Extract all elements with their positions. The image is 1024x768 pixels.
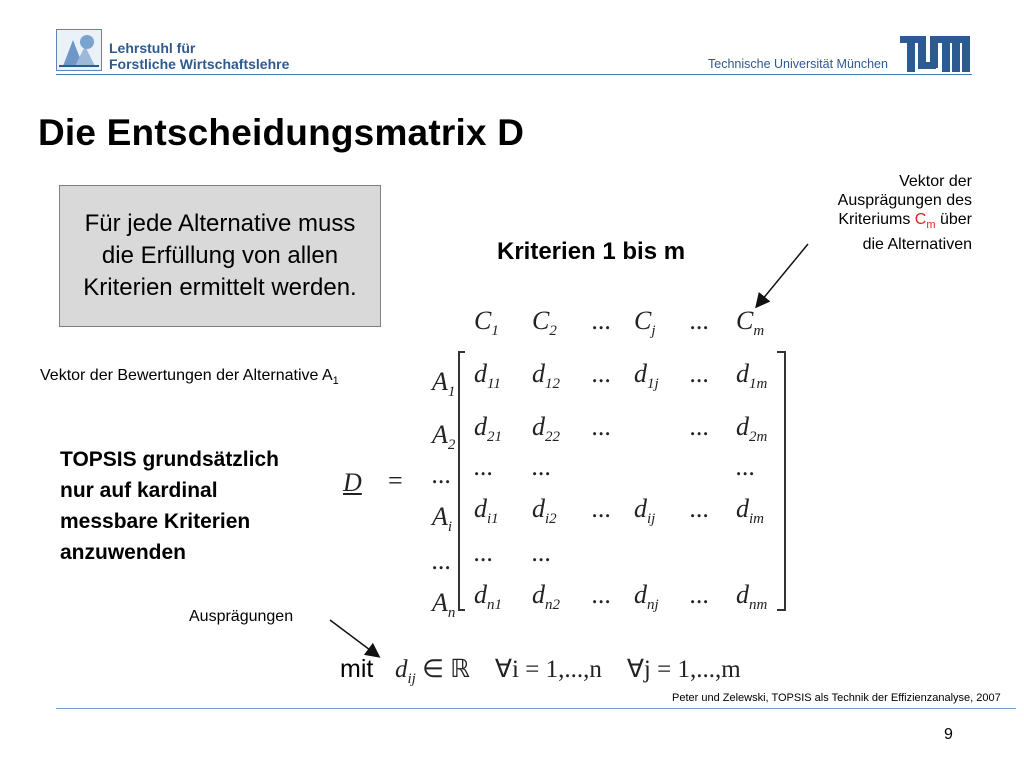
chair-name-line1: Lehrstuhl für [109, 40, 196, 56]
matrix-cell-text: d [474, 412, 487, 441]
matrix-cell-text: d [474, 359, 487, 388]
matrix-cell-text: ... [532, 538, 552, 567]
condition-rest: ∈ ℝ ∀i = 1,...,n ∀j = 1,...,m [422, 656, 741, 683]
topsis-line-1: TOPSIS grundsätzlich [60, 448, 279, 471]
matrix-cell-subscript: 2m [749, 429, 768, 446]
matrix-equals: = [388, 466, 403, 495]
alternative-vector-text: Vektor der Bewertungen der Alternative A [40, 367, 333, 384]
matrix-cell-subscript: 12 [545, 376, 560, 393]
chair-name-line2: Forstliche Wirtschaftslehre [109, 56, 290, 72]
matrix-cell-text: ... [690, 580, 710, 609]
column-header-subscript: 1 [491, 323, 499, 340]
topsis-line-3: messbare Kriterien [60, 510, 251, 533]
matrix-cell-subscript: nj [647, 597, 659, 614]
condition-formula [395, 654, 741, 688]
matrix-cell-text: d [532, 412, 545, 441]
column-header-text: C [736, 306, 754, 335]
matrix-cell-text: ... [690, 494, 710, 523]
citation: Peter und Zelewski, TOPSIS als Technik der Effizienzanalyse, 2007 [672, 692, 1001, 704]
matrix-cell-text: ... [474, 538, 494, 567]
matrix-cell-text: d [736, 494, 749, 523]
matrix-cell-text: d [474, 494, 487, 523]
column-header-subscript: j [651, 323, 656, 340]
matrix-cell-text: d [532, 359, 545, 388]
auspraegungen-arrow [330, 620, 378, 656]
page-number: 9 [944, 726, 953, 743]
column-header-text: ... [690, 306, 710, 335]
matrix-cell-text: ... [532, 452, 552, 481]
row-label-text: A [432, 588, 448, 617]
matrix-symbol-letter: D [343, 468, 362, 497]
criterion-symbol: C [914, 211, 927, 228]
matrix-cell-subscript: im [749, 511, 764, 528]
criterion-subscript: m [926, 219, 936, 232]
matrix-cell-subscript: 11 [487, 376, 501, 393]
row-label-subscript: 2 [447, 437, 456, 454]
row-label-text: ... [432, 460, 452, 489]
note-line-4: die Alternativen [862, 236, 972, 254]
column-header-text: C [474, 306, 492, 335]
matrix-cell-text: d [634, 359, 647, 388]
note-text-b: über [935, 211, 972, 228]
matrix-cell-text: d [736, 580, 749, 609]
column-header-subscript: m [753, 323, 765, 340]
matrix-cell-text: ... [592, 580, 612, 609]
criteria-heading: Kriterien 1 bis m [497, 238, 686, 265]
matrix-cell-subscript: 21 [487, 429, 502, 446]
note-line-1: Vektor der [899, 173, 972, 190]
column-header-text: ... [592, 306, 612, 335]
matrix-cell-subscript: i2 [545, 511, 557, 528]
university-name: Technische Universität München [708, 57, 888, 71]
row-label-text: ... [432, 546, 452, 575]
column-header-text: C [532, 306, 550, 335]
matrix-cell-text: ... [690, 412, 710, 441]
column-header-subscript: 2 [549, 323, 557, 340]
row-label-text: A [432, 502, 448, 531]
condition-d: d [395, 656, 408, 683]
matrix-cell-text: ... [474, 452, 494, 481]
column-header-text: C [634, 306, 652, 335]
alternative-subscript: 1 [332, 375, 339, 388]
matrix-cell-text: d [532, 494, 545, 523]
matrix-cell-text: ... [736, 452, 756, 481]
row-label-subscript: n [447, 605, 456, 622]
matrix-cell-text: d [532, 580, 545, 609]
note-text-a: Kriteriums [838, 211, 915, 228]
criteria-arrow [757, 244, 808, 306]
matrix-cell-text: d [474, 580, 487, 609]
matrix-cell-text: d [634, 494, 647, 523]
matrix-cell-text: d [634, 580, 647, 609]
matrix-cell-subscript: nm [749, 597, 768, 614]
matrix-cell-subscript: 22 [545, 429, 560, 446]
row-label-subscript: i [447, 519, 453, 536]
mit-label: mit [340, 655, 374, 683]
matrix-cell-subscript: n1 [487, 597, 502, 614]
matrix-cell-subscript: n2 [545, 597, 560, 614]
topsis-line-2: nur auf kardinal [60, 479, 218, 502]
note-line-2: Ausprägungen des [837, 192, 972, 209]
matrix-cell-subscript: i1 [487, 511, 499, 528]
matrix-cell-text: ... [592, 359, 612, 388]
matrix-cell-text: ... [592, 494, 612, 523]
auspraegungen-label: Ausprägungen [189, 608, 294, 625]
row-label-text: A [432, 420, 448, 449]
condition-sub: ij [407, 671, 416, 687]
info-box-text: Für jede Alternative muss die Erfüllung von allen Kriterien ermittelt werden. [83, 210, 357, 301]
slide-title: Die Entscheidungsmatrix D [38, 112, 525, 153]
matrix-cell-subscript: 1j [647, 376, 659, 393]
matrix-cell-text: d [736, 359, 749, 388]
row-label-text: A [432, 367, 448, 396]
matrix-cell-text: ... [690, 359, 710, 388]
topsis-line-4: anzuwenden [60, 541, 187, 564]
matrix-cell-subscript: 1m [749, 376, 768, 393]
row-label-subscript: 1 [447, 384, 456, 401]
footer-divider [56, 708, 1016, 709]
matrix-cell-text: ... [592, 412, 612, 441]
matrix-cell-text: d [736, 412, 749, 441]
matrix-cell-subscript: ij [647, 511, 656, 528]
